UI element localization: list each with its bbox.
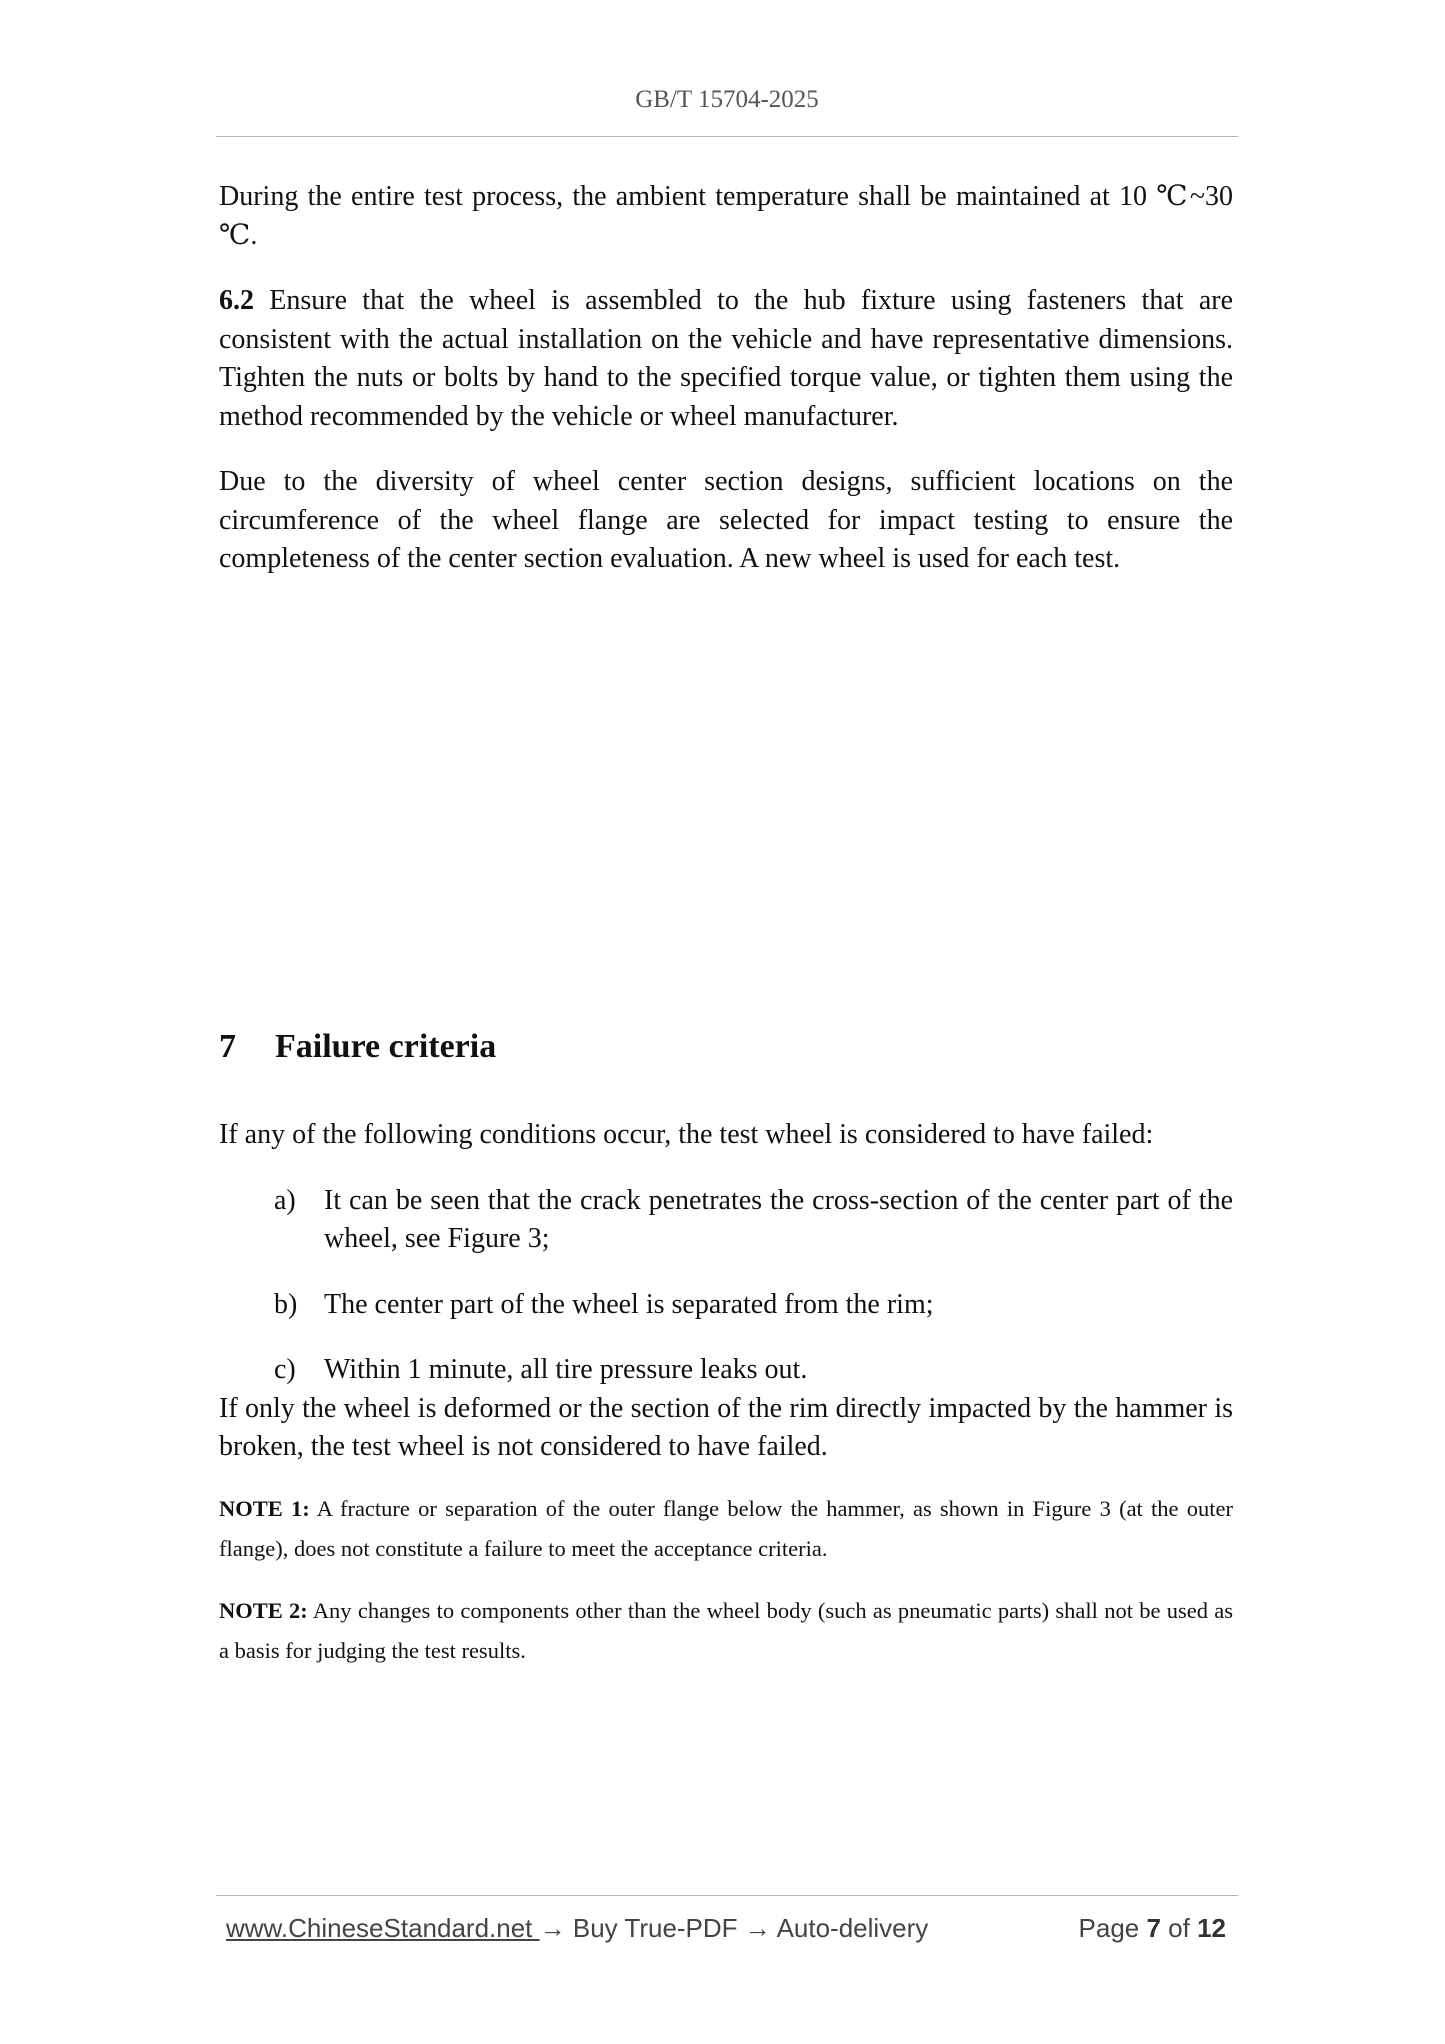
- note-text: Any changes to components other than the wheel body (such as pneumatic parts) shall not be used as a basis for judging the test results.: [219, 1597, 1233, 1663]
- list-marker: a): [274, 1184, 296, 1216]
- buy-pdf-text: Buy True-PDF: [565, 1913, 745, 1943]
- failure-list: [219, 1182, 1233, 1390]
- current-page: 7: [1146, 1913, 1161, 1943]
- section-number: 7: [219, 1028, 236, 1065]
- note-1: [219, 1489, 1233, 1569]
- note-label: NOTE 1:: [219, 1495, 310, 1521]
- auto-delivery-text: Auto-delivery: [770, 1913, 929, 1943]
- list-item: [219, 1286, 1233, 1325]
- list-marker: c): [274, 1354, 296, 1385]
- section-6-body: [219, 178, 1233, 579]
- paragraph-intro: If any of the following conditions occur, the test wheel is considered to have failed:: [219, 1119, 1154, 1150]
- list-item-text: It can be seen that the crack penetrates the cross-section of the center part of the wheel, see Figure 3;: [324, 1184, 1233, 1254]
- paragraph-ambient-temperature: During the entire test process, the ambient temperature shall be maintained at 10 ℃~30 ℃.: [219, 181, 1233, 251]
- page-counter: Page 7 of 12: [1078, 1913, 1226, 1943]
- total-pages: 12: [1197, 1913, 1226, 1943]
- section-title: Failure criteria: [275, 1028, 497, 1065]
- clause-text: Ensure that the wheel is assembled to the hub fixture using fasteners that are consistent with the actual installation on the vehicle and have representative dimensions. Tighten the nuts or bolts by hand to the specified torque value, or tighten them using the method recommended by the vehicle or wheel manufacturer.: [219, 285, 1233, 432]
- footer-divider: [216, 1895, 1238, 1896]
- arrow-right-icon: →: [539, 1913, 566, 1943]
- header-divider: [216, 136, 1238, 137]
- paragraph-not-failed: If only the wheel is deformed or the section of the rim directly impacted by the hammer is broken, the test wheel is not considered to have failed.: [219, 1392, 1233, 1462]
- list-item-text: The center part of the wheel is separated from the rim;: [324, 1288, 934, 1320]
- page-header: GB/T 15704-2025: [635, 86, 819, 113]
- note-text: A fracture or separation of the outer flange below the hammer, as shown in Figure 3 (at the outer flange), does not constitute a failure to meet the acceptance criteria.: [219, 1495, 1233, 1561]
- paragraph-6-2: [219, 282, 1233, 436]
- list-marker: b): [274, 1288, 298, 1320]
- arrow-right-icon: →: [744, 1913, 771, 1943]
- note-2: [219, 1591, 1233, 1671]
- section-7-body: [219, 1116, 1233, 1671]
- list-item: [219, 1182, 1233, 1259]
- section-heading: [219, 1022, 496, 1072]
- footer-links: [226, 1913, 928, 1944]
- note-label: NOTE 2:: [219, 1597, 308, 1623]
- list-item-text: Within 1 minute, all tire pressure leaks out.: [324, 1354, 808, 1385]
- website-link[interactable]: www.ChineseStandard.net: [226, 1913, 540, 1943]
- paragraph-center-section: Due to the diversity of wheel center section designs, sufficient locations on the circumference of the wheel flange are selected for impact testing to ensure the completeness of the center section evaluation. A new wheel is used for each test.: [219, 466, 1233, 574]
- list-item: [219, 1351, 1233, 1390]
- clause-number: 6.2: [219, 285, 254, 316]
